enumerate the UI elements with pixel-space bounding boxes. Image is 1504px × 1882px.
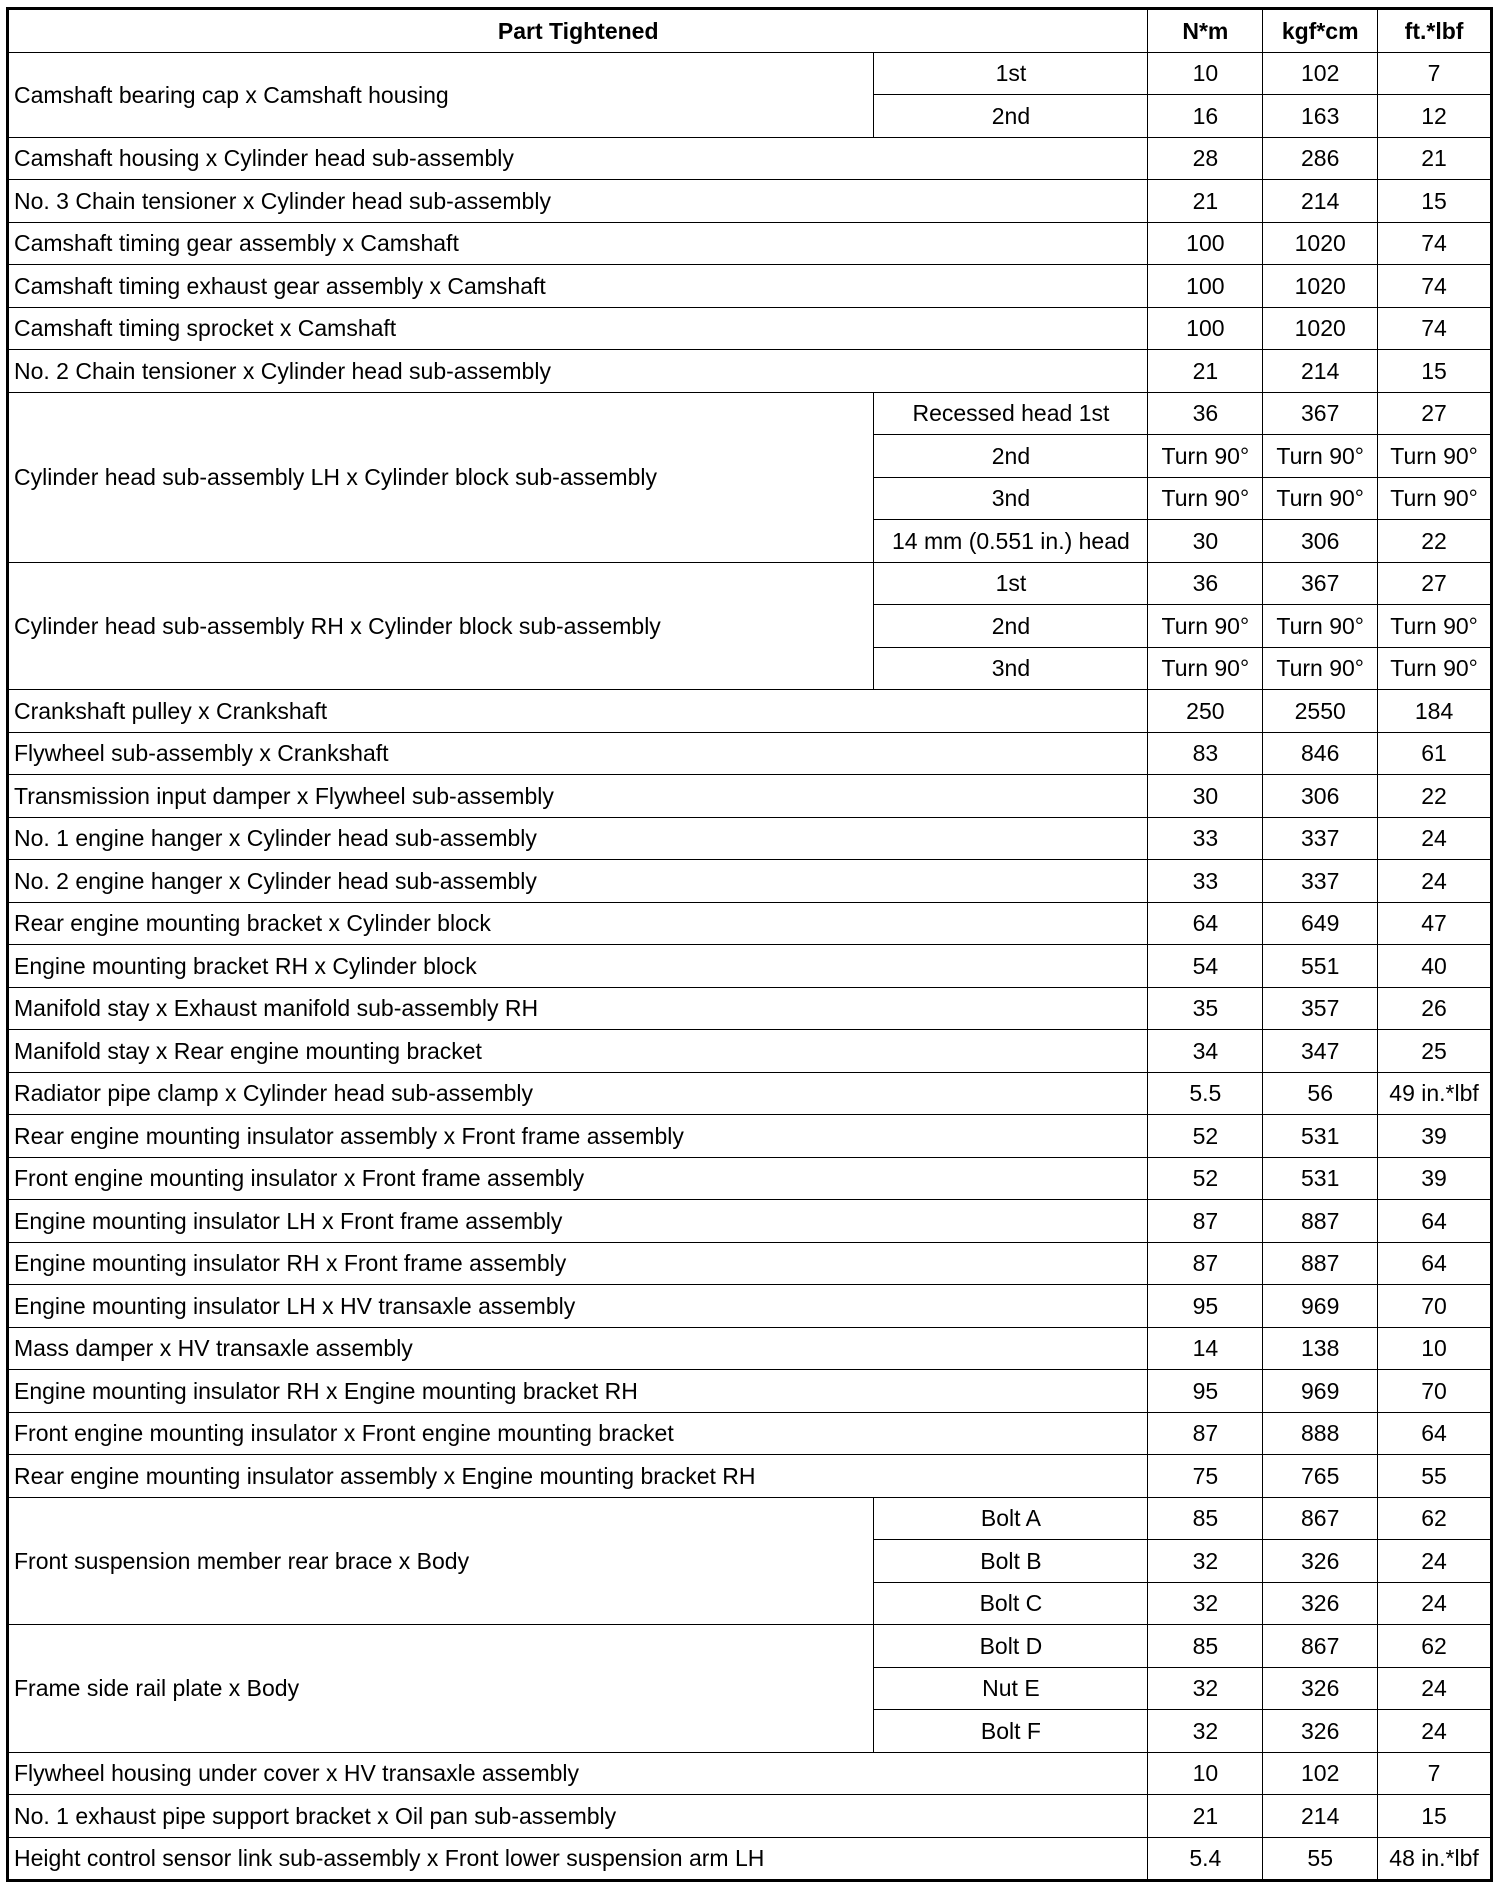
ft-lbf-value-cell: 7 [1378, 1752, 1492, 1795]
nm-value-cell: 32 [1148, 1582, 1263, 1625]
part-tightened-cell: Mass damper x HV transaxle assembly [8, 1327, 1148, 1370]
ft-lbf-value-cell: 62 [1378, 1625, 1492, 1668]
tightening-step-cell: 2nd [874, 435, 1148, 478]
part-tightened-cell: Camshaft timing sprocket x Camshaft [8, 307, 1148, 350]
kgf-cm-value-cell: 649 [1263, 902, 1378, 945]
header-part-tightened: Part Tightened [8, 9, 1148, 53]
part-tightened-cell: Flywheel sub-assembly x Crankshaft [8, 732, 1148, 775]
nm-value-cell: 21 [1148, 1795, 1263, 1838]
kgf-cm-value-cell: 867 [1263, 1625, 1378, 1668]
ft-lbf-value-cell: 22 [1378, 775, 1492, 818]
kgf-cm-value-cell: 214 [1263, 180, 1378, 223]
kgf-cm-value-cell: 286 [1263, 137, 1378, 180]
tightening-step-cell: 2nd [874, 95, 1148, 138]
kgf-cm-value-cell: 138 [1263, 1327, 1378, 1370]
ft-lbf-value-cell: 10 [1378, 1327, 1492, 1370]
kgf-cm-value-cell: 531 [1263, 1115, 1378, 1158]
nm-value-cell: 32 [1148, 1540, 1263, 1583]
ft-lbf-value-cell: 24 [1378, 860, 1492, 903]
part-tightened-cell: Engine mounting insulator LH x Front frame assembly [8, 1200, 1148, 1243]
table-row [8, 690, 1492, 733]
nm-value-cell: 36 [1148, 562, 1263, 605]
ft-lbf-value-cell: 21 [1378, 137, 1492, 180]
part-tightened-cell: Rear engine mounting insulator assembly x Front frame assembly [8, 1115, 1148, 1158]
kgf-cm-value-cell: 846 [1263, 732, 1378, 775]
table-row [8, 350, 1492, 393]
part-tightened-cell: Front engine mounting insulator x Front frame assembly [8, 1157, 1148, 1200]
table-row [8, 1837, 1492, 1881]
ft-lbf-value-cell: 15 [1378, 1795, 1492, 1838]
table-row [8, 775, 1492, 818]
kgf-cm-value-cell: 1020 [1263, 265, 1378, 308]
nm-value-cell: Turn 90° [1148, 605, 1263, 648]
nm-value-cell: 14 [1148, 1327, 1263, 1370]
table-row [8, 1115, 1492, 1158]
kgf-cm-value-cell: 306 [1263, 520, 1378, 563]
ft-lbf-value-cell: 26 [1378, 987, 1492, 1030]
part-tightened-cell: Manifold stay x Exhaust manifold sub-assembly RH [8, 987, 1148, 1030]
kgf-cm-value-cell: 102 [1263, 52, 1378, 95]
ft-lbf-value-cell: 64 [1378, 1412, 1492, 1455]
table-row [8, 52, 1492, 95]
tightening-step-cell: Bolt B [874, 1540, 1148, 1583]
kgf-cm-value-cell: 347 [1263, 1030, 1378, 1073]
table-row [8, 1030, 1492, 1073]
nm-value-cell: 75 [1148, 1455, 1263, 1498]
table-row [8, 265, 1492, 308]
part-tightened-cell: Camshaft housing x Cylinder head sub-assembly [8, 137, 1148, 180]
ft-lbf-value-cell: 27 [1378, 392, 1492, 435]
part-tightened-cell: Manifold stay x Rear engine mounting bracket [8, 1030, 1148, 1073]
kgf-cm-value-cell: 551 [1263, 945, 1378, 988]
table-row [8, 1200, 1492, 1243]
table-row [8, 1370, 1492, 1413]
kgf-cm-value-cell: 765 [1263, 1455, 1378, 1498]
kgf-cm-value-cell: 214 [1263, 350, 1378, 393]
part-tightened-cell: Engine mounting insulator RH x Front frame assembly [8, 1242, 1148, 1285]
ft-lbf-value-cell: 74 [1378, 307, 1492, 350]
tightening-step-cell: 1st [874, 52, 1148, 95]
kgf-cm-value-cell: 531 [1263, 1157, 1378, 1200]
nm-value-cell: 83 [1148, 732, 1263, 775]
nm-value-cell: Turn 90° [1148, 477, 1263, 520]
header-ft-lbf: ft.*lbf [1378, 9, 1492, 53]
part-tightened-cell: Camshaft bearing cap x Camshaft housing [8, 52, 874, 137]
nm-value-cell: 100 [1148, 265, 1263, 308]
nm-value-cell: 10 [1148, 1752, 1263, 1795]
nm-value-cell: 34 [1148, 1030, 1263, 1073]
part-tightened-cell: Cylinder head sub-assembly RH x Cylinder block sub-assembly [8, 562, 874, 690]
part-tightened-cell: Frame side rail plate x Body [8, 1625, 874, 1753]
ft-lbf-value-cell: 49 in.*lbf [1378, 1072, 1492, 1115]
ft-lbf-value-cell: 70 [1378, 1285, 1492, 1328]
nm-value-cell: 87 [1148, 1412, 1263, 1455]
nm-value-cell: 28 [1148, 137, 1263, 180]
kgf-cm-value-cell: Turn 90° [1263, 477, 1378, 520]
part-tightened-cell: No. 2 Chain tensioner x Cylinder head sub-assembly [8, 350, 1148, 393]
ft-lbf-value-cell: 74 [1378, 222, 1492, 265]
kgf-cm-value-cell: 969 [1263, 1370, 1378, 1413]
table-row [8, 1795, 1492, 1838]
part-tightened-cell: Engine mounting bracket RH x Cylinder block [8, 945, 1148, 988]
nm-value-cell: 5.5 [1148, 1072, 1263, 1115]
ft-lbf-value-cell: 70 [1378, 1370, 1492, 1413]
nm-value-cell: 54 [1148, 945, 1263, 988]
part-tightened-cell: No. 1 engine hanger x Cylinder head sub-assembly [8, 817, 1148, 860]
kgf-cm-value-cell: Turn 90° [1263, 605, 1378, 648]
table-row [8, 902, 1492, 945]
table-row [8, 137, 1492, 180]
nm-value-cell: Turn 90° [1148, 435, 1263, 478]
part-tightened-cell: Height control sensor link sub-assembly x Front lower suspension arm LH [8, 1837, 1148, 1881]
ft-lbf-value-cell: 61 [1378, 732, 1492, 775]
kgf-cm-value-cell: 163 [1263, 95, 1378, 138]
table-row [8, 732, 1492, 775]
part-tightened-cell: No. 1 exhaust pipe support bracket x Oil pan sub-assembly [8, 1795, 1148, 1838]
tightening-step-cell: Nut E [874, 1667, 1148, 1710]
part-tightened-cell: Engine mounting insulator LH x HV transaxle assembly [8, 1285, 1148, 1328]
part-tightened-cell: Transmission input damper x Flywheel sub-assembly [8, 775, 1148, 818]
nm-value-cell: 33 [1148, 860, 1263, 903]
nm-value-cell: 16 [1148, 95, 1263, 138]
part-tightened-cell: Engine mounting insulator RH x Engine mounting bracket RH [8, 1370, 1148, 1413]
ft-lbf-value-cell: Turn 90° [1378, 647, 1492, 690]
nm-value-cell: 87 [1148, 1242, 1263, 1285]
kgf-cm-value-cell: 367 [1263, 392, 1378, 435]
ft-lbf-value-cell: 40 [1378, 945, 1492, 988]
torque-specification-table [6, 7, 1493, 1882]
part-tightened-cell: Radiator pipe clamp x Cylinder head sub-assembly [8, 1072, 1148, 1115]
ft-lbf-value-cell: 184 [1378, 690, 1492, 733]
part-tightened-cell: Front engine mounting insulator x Front engine mounting bracket [8, 1412, 1148, 1455]
table-row [8, 222, 1492, 265]
kgf-cm-value-cell: 867 [1263, 1497, 1378, 1540]
nm-value-cell: 10 [1148, 52, 1263, 95]
ft-lbf-value-cell: 24 [1378, 817, 1492, 860]
kgf-cm-value-cell: 367 [1263, 562, 1378, 605]
table-row [8, 1752, 1492, 1795]
table-row [8, 945, 1492, 988]
table-row [8, 1072, 1492, 1115]
ft-lbf-value-cell: 62 [1378, 1497, 1492, 1540]
kgf-cm-value-cell: 55 [1263, 1837, 1378, 1881]
header-kgf-cm: kgf*cm [1263, 9, 1378, 53]
tightening-step-cell: Recessed head 1st [874, 392, 1148, 435]
nm-value-cell: 64 [1148, 902, 1263, 945]
ft-lbf-value-cell: Turn 90° [1378, 477, 1492, 520]
table-row [8, 987, 1492, 1030]
ft-lbf-value-cell: 7 [1378, 52, 1492, 95]
nm-value-cell: 30 [1148, 520, 1263, 563]
ft-lbf-value-cell: 64 [1378, 1242, 1492, 1285]
kgf-cm-value-cell: 326 [1263, 1710, 1378, 1753]
nm-value-cell: 32 [1148, 1667, 1263, 1710]
kgf-cm-value-cell: Turn 90° [1263, 647, 1378, 690]
table-row [8, 562, 1492, 605]
kgf-cm-value-cell: 306 [1263, 775, 1378, 818]
ft-lbf-value-cell: 47 [1378, 902, 1492, 945]
ft-lbf-value-cell: 24 [1378, 1582, 1492, 1625]
nm-value-cell: 35 [1148, 987, 1263, 1030]
kgf-cm-value-cell: 337 [1263, 817, 1378, 860]
part-tightened-cell: Rear engine mounting bracket x Cylinder block [8, 902, 1148, 945]
kgf-cm-value-cell: 1020 [1263, 307, 1378, 350]
nm-value-cell: 95 [1148, 1370, 1263, 1413]
ft-lbf-value-cell: 15 [1378, 350, 1492, 393]
table-row [8, 1242, 1492, 1285]
ft-lbf-value-cell: 64 [1378, 1200, 1492, 1243]
kgf-cm-value-cell: 969 [1263, 1285, 1378, 1328]
table-row [8, 180, 1492, 223]
kgf-cm-value-cell: 357 [1263, 987, 1378, 1030]
nm-value-cell: 52 [1148, 1157, 1263, 1200]
part-tightened-cell: Camshaft timing gear assembly x Camshaft [8, 222, 1148, 265]
kgf-cm-value-cell: 56 [1263, 1072, 1378, 1115]
table-row [8, 1327, 1492, 1370]
ft-lbf-value-cell: 15 [1378, 180, 1492, 223]
ft-lbf-value-cell: 24 [1378, 1540, 1492, 1583]
kgf-cm-value-cell: 1020 [1263, 222, 1378, 265]
nm-value-cell: 5.4 [1148, 1837, 1263, 1881]
part-tightened-cell: No. 3 Chain tensioner x Cylinder head sub-assembly [8, 180, 1148, 223]
part-tightened-cell: Front suspension member rear brace x Body [8, 1497, 874, 1625]
ft-lbf-value-cell: 55 [1378, 1455, 1492, 1498]
tightening-step-cell: Bolt C [874, 1582, 1148, 1625]
kgf-cm-value-cell: 337 [1263, 860, 1378, 903]
table-row [8, 307, 1492, 350]
table-row [8, 860, 1492, 903]
nm-value-cell: 95 [1148, 1285, 1263, 1328]
table-row [8, 1625, 1492, 1668]
kgf-cm-value-cell: 326 [1263, 1667, 1378, 1710]
table-row [8, 1455, 1492, 1498]
header-nm: N*m [1148, 9, 1263, 53]
table-row [8, 1157, 1492, 1200]
table-row [8, 1285, 1492, 1328]
ft-lbf-value-cell: 39 [1378, 1115, 1492, 1158]
nm-value-cell: 52 [1148, 1115, 1263, 1158]
ft-lbf-value-cell: Turn 90° [1378, 435, 1492, 478]
tightening-step-cell: 2nd [874, 605, 1148, 648]
part-tightened-cell: Camshaft timing exhaust gear assembly x Camshaft [8, 265, 1148, 308]
tightening-step-cell: Bolt D [874, 1625, 1148, 1668]
kgf-cm-value-cell: 887 [1263, 1200, 1378, 1243]
ft-lbf-value-cell: 25 [1378, 1030, 1492, 1073]
table-row [8, 1412, 1492, 1455]
ft-lbf-value-cell: 12 [1378, 95, 1492, 138]
tightening-step-cell: 1st [874, 562, 1148, 605]
nm-value-cell: 21 [1148, 180, 1263, 223]
kgf-cm-value-cell: Turn 90° [1263, 435, 1378, 478]
part-tightened-cell: Crankshaft pulley x Crankshaft [8, 690, 1148, 733]
nm-value-cell: 87 [1148, 1200, 1263, 1243]
part-tightened-cell: Flywheel housing under cover x HV transaxle assembly [8, 1752, 1148, 1795]
nm-value-cell: 250 [1148, 690, 1263, 733]
ft-lbf-value-cell: 39 [1378, 1157, 1492, 1200]
ft-lbf-value-cell: Turn 90° [1378, 605, 1492, 648]
ft-lbf-value-cell: 27 [1378, 562, 1492, 605]
kgf-cm-value-cell: 888 [1263, 1412, 1378, 1455]
nm-value-cell: 85 [1148, 1625, 1263, 1668]
tightening-step-cell: 14 mm (0.551 in.) head [874, 520, 1148, 563]
table-row [8, 1497, 1492, 1540]
kgf-cm-value-cell: 887 [1263, 1242, 1378, 1285]
kgf-cm-value-cell: 326 [1263, 1540, 1378, 1583]
part-tightened-cell: No. 2 engine hanger x Cylinder head sub-assembly [8, 860, 1148, 903]
nm-value-cell: 100 [1148, 222, 1263, 265]
nm-value-cell: 100 [1148, 307, 1263, 350]
tightening-step-cell: Bolt A [874, 1497, 1148, 1540]
table-body [8, 52, 1492, 1881]
ft-lbf-value-cell: 22 [1378, 520, 1492, 563]
kgf-cm-value-cell: 2550 [1263, 690, 1378, 733]
table-header-row [8, 9, 1492, 53]
tightening-step-cell: 3nd [874, 647, 1148, 690]
nm-value-cell: 21 [1148, 350, 1263, 393]
nm-value-cell: 85 [1148, 1497, 1263, 1540]
kgf-cm-value-cell: 102 [1263, 1752, 1378, 1795]
table-row [8, 392, 1492, 435]
part-tightened-cell: Rear engine mounting insulator assembly x Engine mounting bracket RH [8, 1455, 1148, 1498]
nm-value-cell: Turn 90° [1148, 647, 1263, 690]
tightening-step-cell: 3nd [874, 477, 1148, 520]
ft-lbf-value-cell: 48 in.*lbf [1378, 1837, 1492, 1881]
nm-value-cell: 30 [1148, 775, 1263, 818]
ft-lbf-value-cell: 74 [1378, 265, 1492, 308]
nm-value-cell: 36 [1148, 392, 1263, 435]
kgf-cm-value-cell: 214 [1263, 1795, 1378, 1838]
nm-value-cell: 33 [1148, 817, 1263, 860]
kgf-cm-value-cell: 326 [1263, 1582, 1378, 1625]
table-row [8, 817, 1492, 860]
nm-value-cell: 32 [1148, 1710, 1263, 1753]
part-tightened-cell: Cylinder head sub-assembly LH x Cylinder block sub-assembly [8, 392, 874, 562]
tightening-step-cell: Bolt F [874, 1710, 1148, 1753]
ft-lbf-value-cell: 24 [1378, 1710, 1492, 1753]
ft-lbf-value-cell: 24 [1378, 1667, 1492, 1710]
